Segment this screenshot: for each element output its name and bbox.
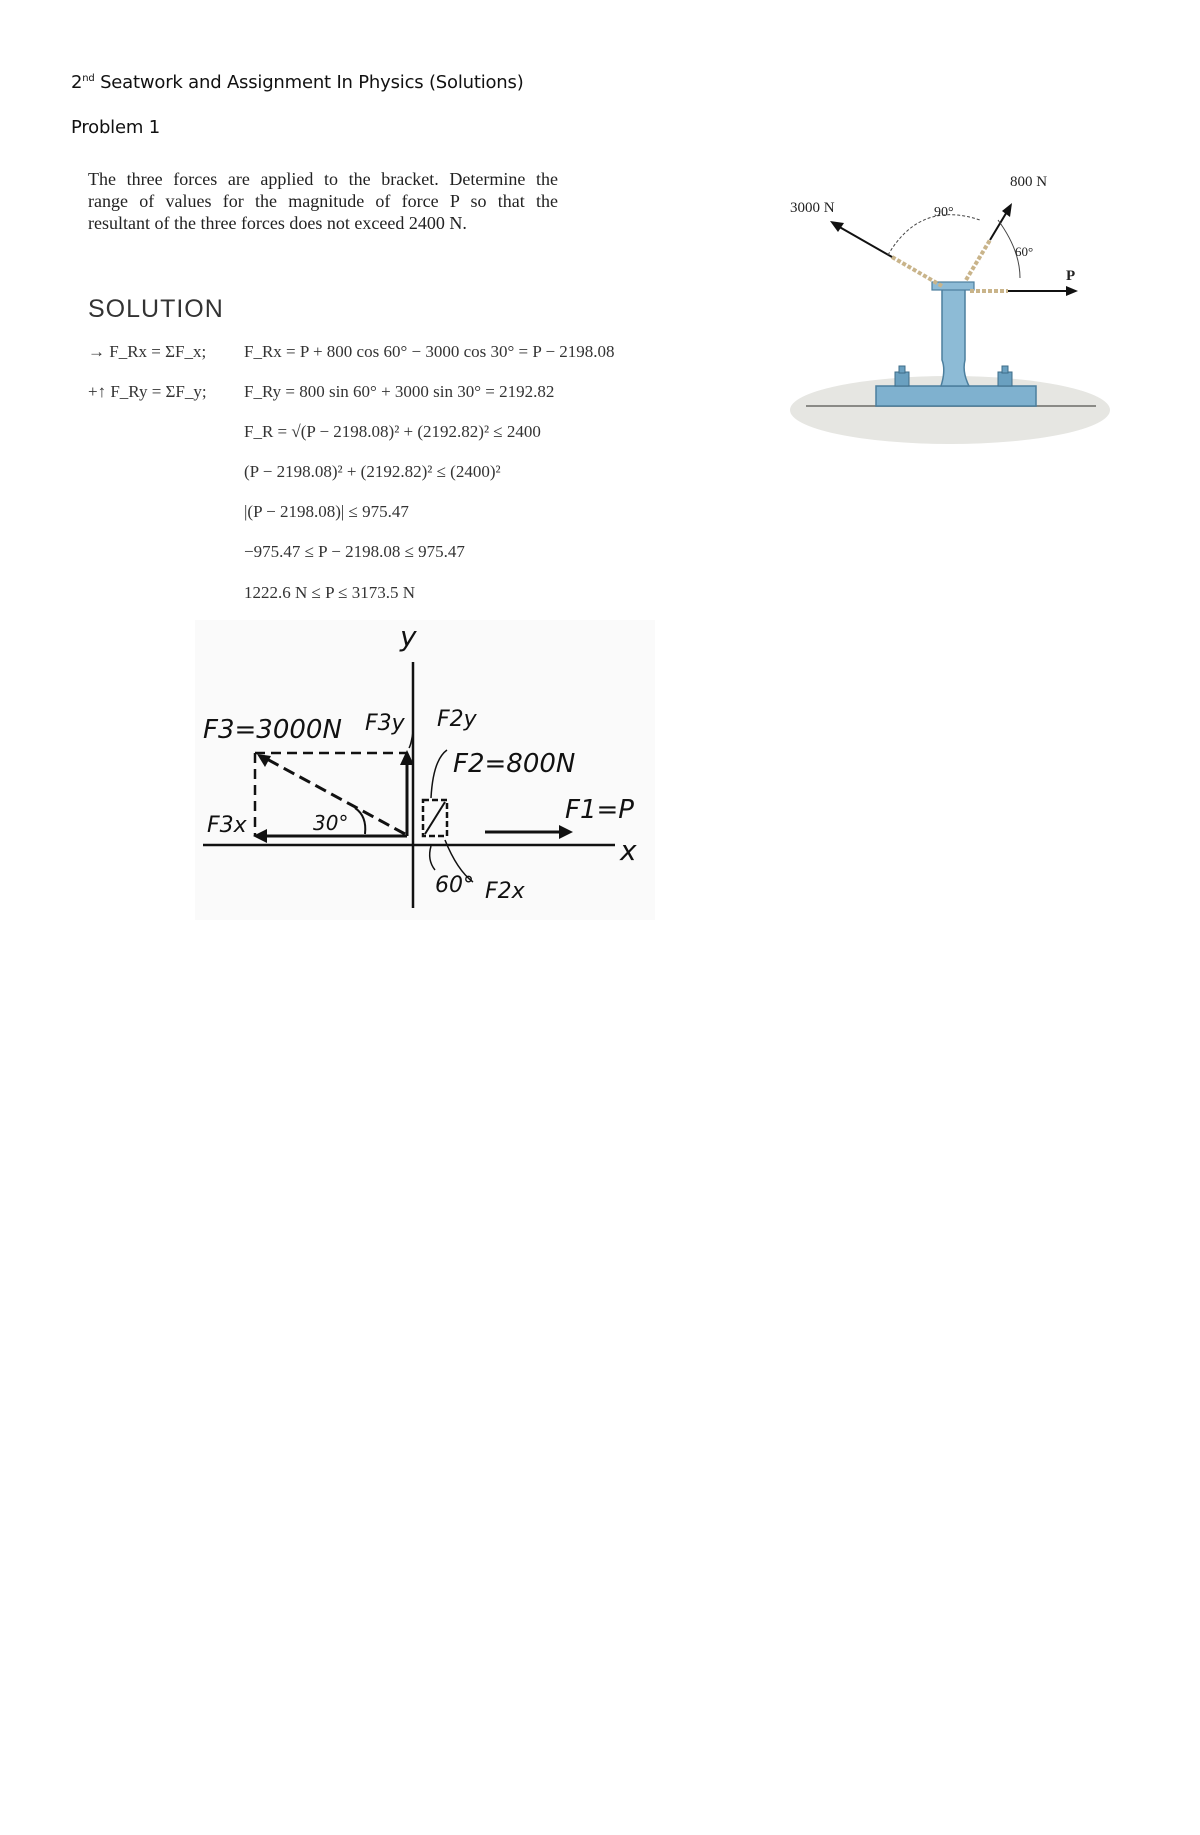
problem-line-1: The three forces are applied to the bracket. Determine the xyxy=(88,169,558,189)
f3y-label: F3y xyxy=(365,711,405,736)
arrow-800n xyxy=(990,210,1008,240)
arrow-3000n xyxy=(836,225,892,257)
f3-label: F3=3000N xyxy=(203,715,342,745)
arc-90 xyxy=(888,215,980,255)
equation-squared: (P − 2198.08)² + (2192.82)² ≤ (2400)² xyxy=(244,462,501,481)
y-axis-label: y xyxy=(400,620,417,653)
label-800n: 800 N xyxy=(1010,174,1048,190)
sketch-background xyxy=(195,620,655,920)
f1-label: F1=P xyxy=(565,795,634,825)
rope-left xyxy=(892,257,942,286)
arrowhead-800n xyxy=(1002,203,1012,217)
equation-rx: F_Rx = P + 800 cos 60° − 3000 cos 30° = P − 2198.08 xyxy=(244,342,615,361)
f2-label: F2=800N xyxy=(453,749,576,779)
base-plate xyxy=(876,386,1036,406)
problem-label: Problem 1 xyxy=(71,117,160,138)
problem-statement xyxy=(88,168,558,234)
sum-y-label: +↑ F_Ry = ΣF_y; xyxy=(88,382,207,401)
solution-title: SOLUTION xyxy=(88,295,224,323)
equation-absolute: |(P − 2198.08)| ≤ 975.47 xyxy=(244,502,409,521)
arrowhead-p xyxy=(1066,286,1078,296)
problem-line-2: range of values for the magnitude of force P so that the xyxy=(88,191,558,211)
angle-60-label: 60° xyxy=(435,873,474,898)
f2x-label: F2x xyxy=(485,879,525,904)
equation-ry: F_Ry = 800 sin 60° + 3000 sin 30° = 2192.82 xyxy=(244,382,555,401)
bracket-column xyxy=(941,288,969,386)
equation-answer: 1222.6 N ≤ P ≤ 3173.5 N xyxy=(244,583,416,602)
angle-30-label: 30° xyxy=(313,811,349,835)
label-p: P xyxy=(1066,268,1076,284)
x-axis-label: x xyxy=(620,834,637,867)
label-60deg: 60° xyxy=(1015,244,1034,259)
f3x-label: F3x xyxy=(207,813,247,838)
problem-line-3: resultant of the three forces does not exceed 2400 N. xyxy=(88,213,467,233)
bolt-left xyxy=(895,372,909,386)
force-sketch xyxy=(195,620,655,920)
bracket-figure xyxy=(780,160,1120,450)
document-title: 2nd Seatwork and Assignment In Physics (Solutions) xyxy=(71,72,524,93)
sum-x-label: → F_Rx = ΣF_x; xyxy=(88,342,207,361)
arrowhead-3000n xyxy=(830,221,844,232)
bolt-right-head xyxy=(1002,366,1008,373)
label-90deg: 90° xyxy=(934,205,954,220)
rope-top xyxy=(966,240,990,280)
equation-range: −975.47 ≤ P − 2198.08 ≤ 975.47 xyxy=(244,542,465,561)
equation-resultant: F_R = √(P − 2198.08)² + (2192.82)² ≤ 2400 xyxy=(244,422,541,441)
bolt-right xyxy=(998,372,1012,386)
f2y-label: F2y xyxy=(437,707,477,732)
label-3000n: 3000 N xyxy=(790,200,835,216)
bolt-left-head xyxy=(899,366,905,373)
